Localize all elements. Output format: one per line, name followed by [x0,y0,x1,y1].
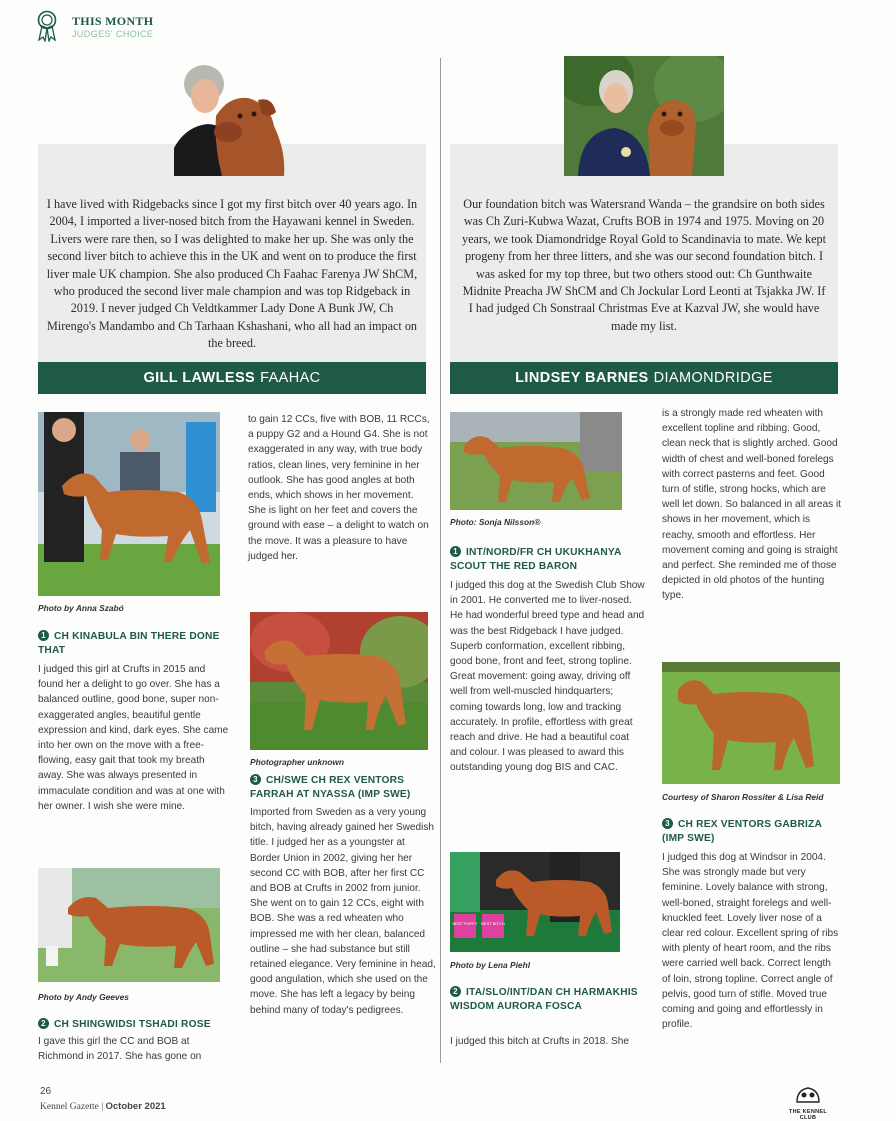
dog-photo-6 [662,662,840,784]
photo-credit-1: Photo by Anna Szabó [38,603,124,613]
dog-photo-2 [38,868,220,982]
judge-quote-left: I have lived with Ridgebacks since I got my first bitch over 40 years ago. In 2004, I imported a liver-nosed bitch from the Hayawani kennel in Sweden. Livers were rare then, so I was delighted to make her up. She was only the second liver bitch to achieve this in the UK and went on to produce the first liver male UK champion. She also produced Ch Faahac Farenya JW ShCM, who produced the second liver male champion and was top Ridgeback in 2019. I never judged Ch Veldtkammer Lady Done A Bunk JW, Ch Mirengo's Mandambo and Ch Tarhaan Kshashani, who all had an impact on the breed. [46,197,418,351]
judge-name: GILL LAWLESS [143,370,256,386]
judge-kennel: DIAMONDRIDGE [653,370,773,386]
number-badge: 3 [250,774,261,785]
column-divider [440,58,441,1063]
dog-text-3: Imported from Sweden as a very young bitch, having already gained her Swedish title. I judged her as a youngster at Border Union in 2002, giving her her second CC with BOB, after her first CC and BOB at Crufts in 2002 from junior. She went on to gain 12 CCs, eight with BOB. She was a red wheaten who impressed me with her clean, balanced outline – she had substance but still retained elegance. Very feminine in head, good angulation, which she used on the move. She has left a legacy by being behind many of today's pedigrees. [250,807,436,1016]
dog-photo-5 [450,852,620,952]
rosette-icon [36,10,58,42]
dog-photo-1 [38,412,220,596]
dog-text-2-continued: to gain 12 CCs, five with BOB, 11 RCCs, a puppy G2 and a Hound G4. She is not exaggerated in any way, with true body ratios, clean lines, very feminine in her outlook. She has good angles at both ends, which shows in her movement. She is light on her feet and covers the ground with ease – a delight to watch on the move. It was a pleasure to have judged her. [248,414,430,562]
number-badge: 2 [450,986,461,997]
dog-text-1: I judged this girl at Crufts in 2015 and found her a delight to go over. She has a balanced outline, good bone, super non-exaggerated angles, beautiful gentle expression and kind, dark eyes. She came into her own on the move with a free-flowing, easy gait that took my breath away. She was always presented in immaculate condition and was at one with her owner. I wish she were mine. [38,664,229,812]
kennel-club-logo [786,1084,830,1121]
page-number: 26 [40,1086,52,1097]
dog-title-6 [662,818,838,846]
dog-text-5: I judged this bitch at Crufts in 2018. She [450,1036,629,1047]
magazine-name: Kennel Gazette [40,1102,99,1112]
judge-photo-right [564,56,724,176]
dog-name: CH REX VENTORS GABRIZA (IMP SWE) [662,819,822,844]
crest-icon [793,1084,823,1104]
photo-credit-6: Courtesy of Sharon Rossiter & Lisa Reid [662,792,824,802]
dog-title-3 [250,774,436,802]
dog-name: ITA/SLO/INT/DAN CH HARMAKHIS WISDOM AURORA FOSCA [450,987,638,1012]
dog-title-5 [450,986,646,1014]
number-badge: 1 [38,630,49,641]
judge-photo-left [174,56,288,176]
dog-title-2 [38,1018,238,1032]
dog-text-6: I judged this dog at Windsor in 2004. She was strongly made but very feminine. Lovely balance with strong, well-boned, straight forelegs and well-knuckled feet. Lovely liver nose of a clear red colour. Excellent spring of ribs with plenty of heart room, and the ribs were carried well back. Correct length of loin, strong topline. Correct angle of pelvis, good turn of stifle. Moved true coming and going and effortlessly in profile. [662,852,839,1031]
judge-name-banner-left [38,362,426,394]
photo-sign-1: BEST PUPPY [452,921,478,926]
dog-name: INT/NORD/FR CH UKUKHANYA SCOUT THE RED BARON [450,547,622,572]
number-badge: 2 [38,1018,49,1029]
number-badge: 3 [662,818,673,829]
photo-sign-2: BEST BITCH [481,921,505,926]
magazine-issue: October 2021 [105,1101,166,1112]
dog-photo-4 [450,412,622,510]
judge-name: LINDSEY BARNES [515,370,649,386]
logo-text: THE KENNEL CLUB [788,1109,828,1121]
judge-kennel: FAAHAC [260,370,321,386]
dog-name: CH KINABULA BIN THERE DONE THAT [38,631,220,656]
magazine-footer: Kennel Gazette | October 2021 [40,1101,166,1112]
dog-text-4: I judged this dog at the Swedish Club Show in 2001. He converted me to liver-nosed. He had wonderful breed type and head and was the best Ridgeback I have judged. Superb conformation, excellent ribbing, good bone, front and feet, strong topline. Great movement: going away, driving off well from well-muscled hindquarters; coming towards long, low and tracking accurately. In profile, effortless with great reach and drive. He had a beautiful coat and colour. I was pleased to award this outstanding young dog BIS and CAC. [450,580,645,774]
photo-credit-4: Photo: Sonja Nilsson® [450,517,541,527]
number-badge: 1 [450,546,461,557]
photo-credit-2: Photo by Andy Geeves [38,992,129,1002]
dog-name: CH/SWE CH REX VENTORS FARRAH AT NYASSA (IMP SWE) [250,775,411,800]
dog-photo-3 [250,612,428,750]
dog-text-2: I gave this girl the CC and BOB at Richmond in 2017. She has gone on [38,1036,202,1063]
dog-title-1 [38,630,228,658]
dog-name: CH SHINGWIDSI TSHADI ROSE [54,1019,211,1030]
photo-credit-5: Photo by Lena Piehl [450,960,531,970]
judge-quote-right: Our foundation bitch was Watersrand Wanda – the grandsire on both sides was Ch Zuri-Kubwa Wazat, Crufts BOB in 1974 and 1975. Moving on 20 years, we took Diamondridge Royal Gold to Scandinavia to mate. We kept progeny from her three litters, and she was our second foundation bitch. I was asked for my top three, but two others stood out: Ch Gunthwaite Midnite Preacha JW ShCM and Ch Jockular Lord Leonti at Tsjakka JW. If I had judged Ch Sonstraal Christmas Eve at Kazval JW, she would have made my list. [462,197,826,333]
dog-title-4 [450,546,646,574]
section-subtitle: JUDGES' CHOICE [72,29,154,39]
dog-text-5-continued: is a strongly made red wheaten with excellent topline and ribbing. Good, clean neck that is slightly arched. Good width of chest and well-boned forelegs with correct pasterns and feet. Good turn of stifle, strong hocks, which are well let down. So balanced in all areas it shows in her movement, which is reachy, smooth and effortless. Her movement coming and going is straight and perfect. She reminded me of those depicted in old photos of the hunting type. [662,408,841,602]
photo-credit-3: Photographer unknown [250,757,344,767]
section-title: THIS MONTH [72,14,154,28]
judge-name-banner-right [450,362,838,394]
